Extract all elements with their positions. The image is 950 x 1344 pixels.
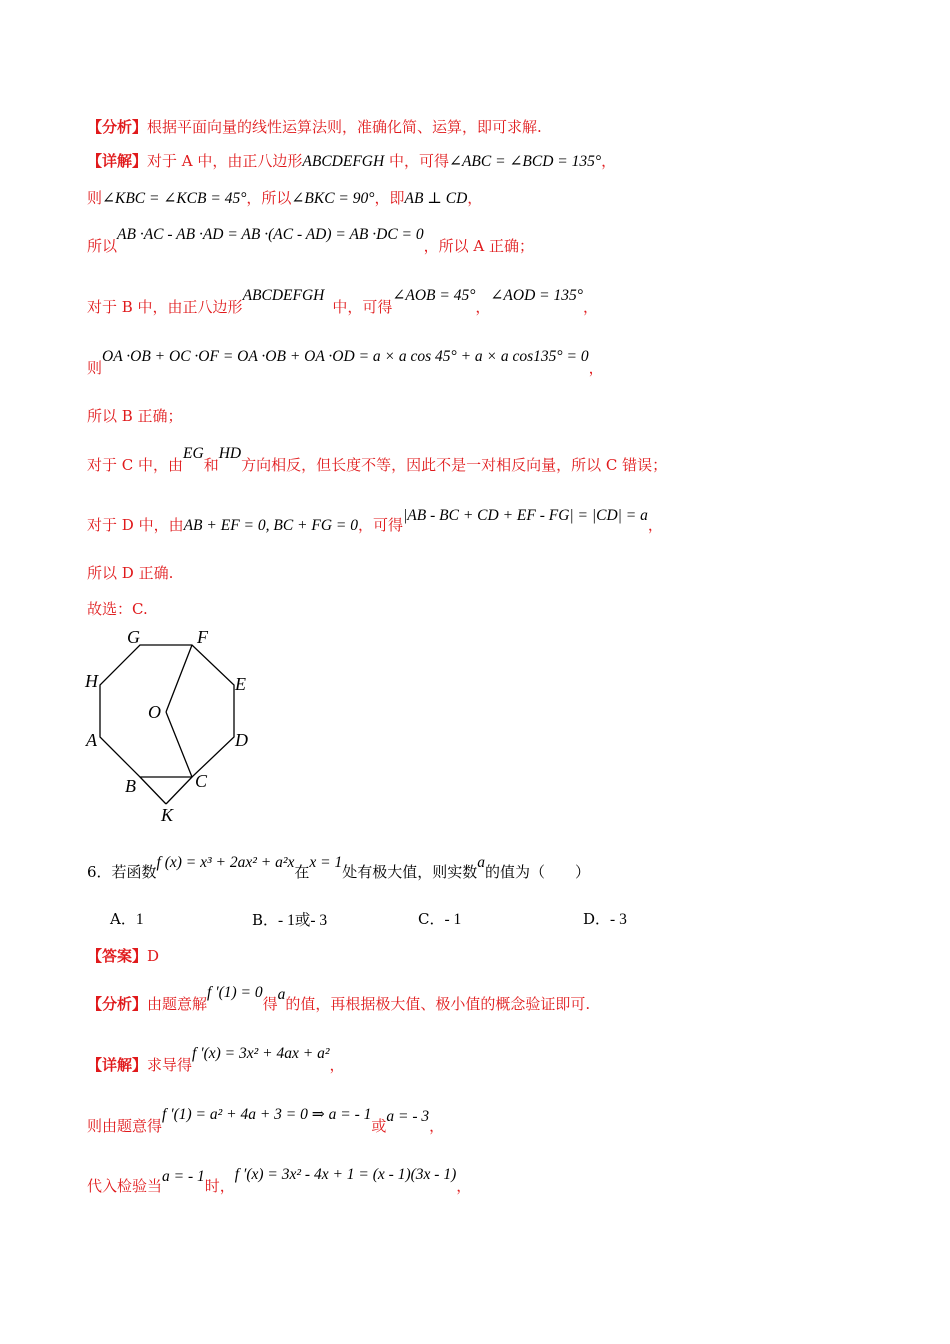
choice-letter: C．	[418, 910, 445, 928]
text: 得	[262, 995, 278, 1013]
math-eg: EG	[183, 445, 204, 462]
text: 中，可得	[332, 298, 393, 316]
text: 和	[203, 456, 219, 474]
s5-detail-line-10: 故选：C.	[87, 600, 148, 618]
text: 代入检验当	[87, 1177, 163, 1195]
text: ，	[467, 189, 483, 207]
math-fprime-1: f ′(1) = 0	[207, 984, 263, 1001]
math-a-neg1: a = - 1	[162, 1168, 205, 1185]
q6-answer	[87, 946, 159, 966]
q6-detail-1	[87, 1045, 345, 1076]
label-g: G	[127, 627, 140, 647]
detail-tag: 【详解】	[87, 152, 148, 170]
s5-detail-line-5	[87, 348, 604, 379]
math-zero-sums: AB + EF = 0, BC + FG = 0	[183, 517, 359, 534]
label-e: E	[235, 674, 246, 694]
q6-detail-3	[87, 1166, 472, 1197]
analysis-text: 根据平面向量的线性运算法则，准确化简、运算，即可求解.	[147, 118, 542, 136]
choice-letter: D．	[583, 910, 611, 928]
math-function: f (x) = x³ + 2ax² + a²x	[156, 854, 295, 871]
choice-value: - 1或- 3	[278, 912, 328, 929]
math-a: a	[477, 854, 486, 871]
label-c: C	[195, 771, 208, 791]
s5-detail-line-2	[87, 188, 482, 209]
segment-bk	[140, 777, 166, 804]
text: ，即	[374, 189, 405, 207]
q6-detail-2	[87, 1106, 445, 1137]
segment-of	[166, 645, 192, 712]
text: 对于 C 中，由	[87, 456, 184, 474]
math-a: a	[277, 986, 286, 1003]
text: ，	[456, 1177, 472, 1195]
math-octagon: ABCDEFGH	[302, 153, 385, 170]
segment-oc	[166, 712, 192, 777]
label-k: K	[161, 805, 174, 825]
analysis-tag: 【分析】	[87, 995, 148, 1013]
text: 对于 A 中，由正八边形	[147, 152, 303, 170]
label-f: F	[197, 627, 208, 647]
math-abs: |AB - BC + CD + EF - FG| = |CD| = a	[403, 507, 648, 524]
text: 所以	[87, 237, 118, 255]
text: 的值，再根据极大值、极小值的概念验证即可.	[285, 995, 591, 1013]
text: ，	[475, 298, 491, 316]
answer-tag: 【答案】	[87, 947, 148, 965]
math-solve: f ′(1) = a² + 4a + 3 = 0 ⇒ a = - 1	[162, 1106, 372, 1123]
math-aob: ∠AOB = 45°	[392, 287, 476, 304]
s5-detail-line-4	[87, 287, 598, 318]
text: 或	[371, 1117, 387, 1135]
text: 6．若函数	[87, 863, 157, 881]
text: 则	[87, 359, 103, 377]
s5-detail-line-7	[87, 445, 668, 476]
label-h: H	[85, 671, 98, 691]
text: ，	[647, 516, 663, 534]
detail-tag: 【详解】	[87, 1056, 148, 1074]
math-octagon: ABCDEFGH	[242, 287, 325, 304]
choice-value: - 3	[610, 911, 627, 928]
s5-detail-line-3	[87, 226, 535, 257]
math-dot-products: AB ·AC - AB ·AD = AB ·(AC - AD) = AB ·DC = 0	[117, 226, 424, 243]
text: ，所以 A 正确；	[423, 237, 535, 255]
label-d: D	[235, 730, 248, 750]
math-perp: AB ⊥ CD	[404, 190, 468, 207]
s5-analysis-line	[87, 117, 542, 137]
text: 则	[87, 189, 103, 207]
text: 的值为（ ）	[485, 863, 591, 881]
text: 时，	[204, 1177, 235, 1195]
q6-analysis	[87, 984, 591, 1015]
text: 对于 B 中，由正八边形	[87, 298, 243, 316]
math-angles: ∠ABC = ∠BCD = 135°	[448, 153, 602, 170]
math-x1: x = 1	[309, 854, 343, 871]
text: ，	[588, 359, 604, 377]
text: ，可得	[358, 516, 404, 534]
s5-detail-line-6: 所以 B 正确；	[87, 407, 183, 425]
text: ，	[329, 1056, 345, 1074]
math-b-calc: OA ·OB + OC ·OF = OA ·OB + OA ·OD = a × a cos 45° + a × a cos135° = 0	[102, 348, 589, 365]
text: ，	[429, 1117, 445, 1135]
math-kbc: ∠KBC = ∠KCB = 45°	[102, 190, 247, 207]
text: 中，可得	[384, 152, 449, 170]
answer-value: D	[147, 947, 160, 965]
choice-letter: B．	[252, 911, 279, 929]
text: 方向相反，但长度不等，因此不是一对相反向量，所以 C 错误；	[241, 456, 668, 474]
s5-detail-line-9: 所以 D 正确.	[87, 564, 174, 582]
choice-b[interactable]	[252, 908, 327, 930]
math-derivative: f ′(x) = 3x² + 4ax + a²	[192, 1045, 330, 1062]
math-bkc: ∠BKC = 90°	[291, 190, 375, 207]
text: ，	[601, 152, 617, 170]
text: 处有极大值，则实数	[342, 863, 478, 881]
label-b: B	[125, 776, 136, 796]
text: 求导得	[147, 1056, 193, 1074]
text: 在	[294, 863, 310, 881]
segment-ck	[166, 777, 192, 804]
label-o: O	[148, 702, 161, 722]
choice-letter: A．	[110, 910, 136, 928]
math-hd: HD	[218, 445, 242, 462]
label-a: A	[86, 730, 97, 750]
choice-c[interactable]	[418, 908, 461, 929]
text: 由题意解	[147, 995, 208, 1013]
text: 则由题意得	[87, 1117, 163, 1135]
math-factor: f ′(x) = 3x² - 4x + 1 = (x - 1)(3x - 1)	[234, 1166, 457, 1183]
choice-value: - 1	[444, 911, 462, 928]
octagon-figure	[80, 620, 270, 830]
text: ，所以	[246, 189, 292, 207]
choice-d[interactable]	[583, 908, 627, 929]
text: 对于 D 中，由	[87, 516, 184, 534]
choice-a[interactable]	[110, 908, 144, 929]
analysis-tag: 【分析】	[87, 118, 148, 136]
text: ，	[582, 298, 598, 316]
s5-detail-line-1	[87, 151, 616, 172]
s5-detail-line-8	[87, 507, 663, 536]
math-a-neg3: a = - 3	[386, 1108, 430, 1125]
math-aod: ∠AOD = 135°	[490, 287, 583, 304]
q6-stem	[87, 854, 591, 883]
choice-value: 1	[135, 911, 144, 928]
